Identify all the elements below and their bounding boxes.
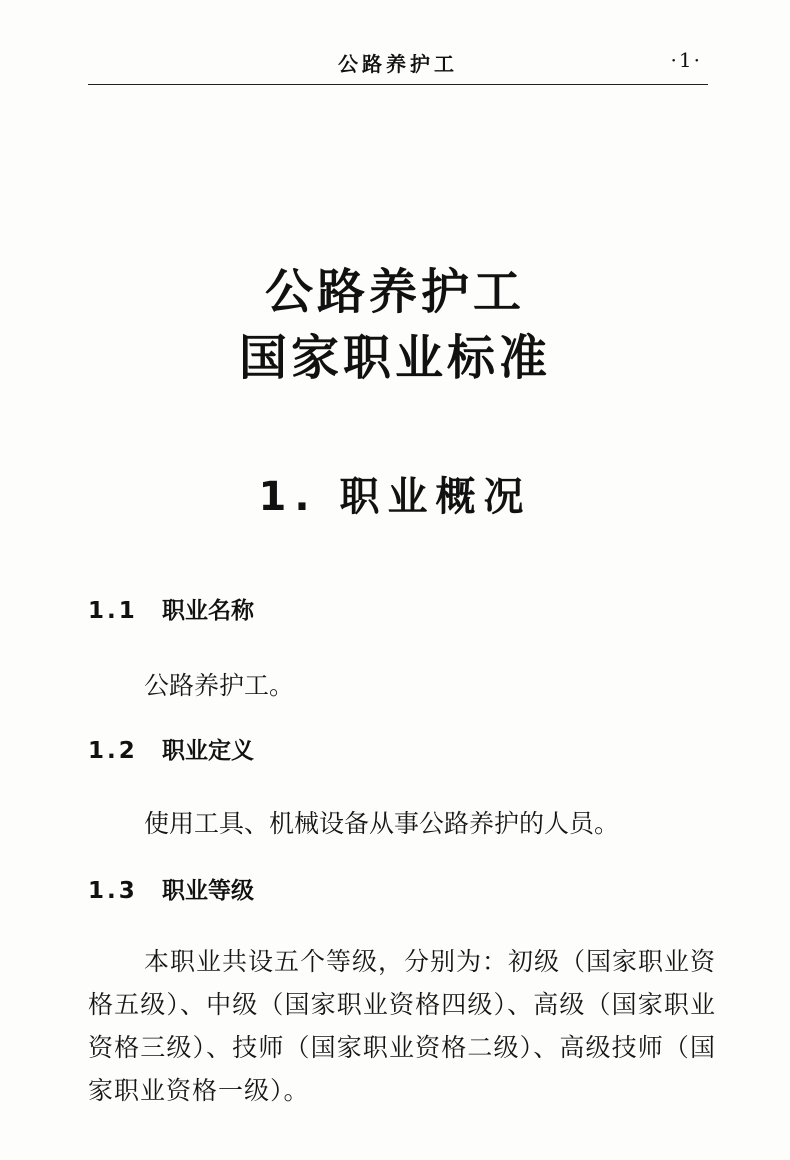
section-heading [88,596,254,626]
section-heading [88,736,254,766]
page-number: ·1· [670,48,702,72]
document-title-line-2: 国家职业标准 [238,330,551,386]
section-paragraph: 公路养护工。 [144,671,295,700]
section-number: 1.2 [88,738,138,764]
section-paragraph: 使用工具、机械设备从事公路养护的人员。 [144,809,620,838]
running-title: 公路养护工 [338,52,458,76]
section-title: 职业等级 [162,878,254,904]
section-number: 1.1 [88,598,138,624]
running-header [88,44,708,85]
chapter-title: 1. 职业概况 [258,474,532,520]
section-title: 职业名称 [162,598,254,624]
section-number: 1.3 [88,878,138,904]
section-heading [88,876,254,906]
section-paragraph: 本职业共设五个等级，分别为：初级（国家职业资格五级）、中级（国家职业资格四级）、高级（国家职业资格三级）、技师（国家职业资格二级）、高级技师（国家职业资格一级）。 [88,947,717,1105]
section-title: 职业定义 [162,738,254,764]
document-title-line-1: 公路养护工 [264,264,525,320]
